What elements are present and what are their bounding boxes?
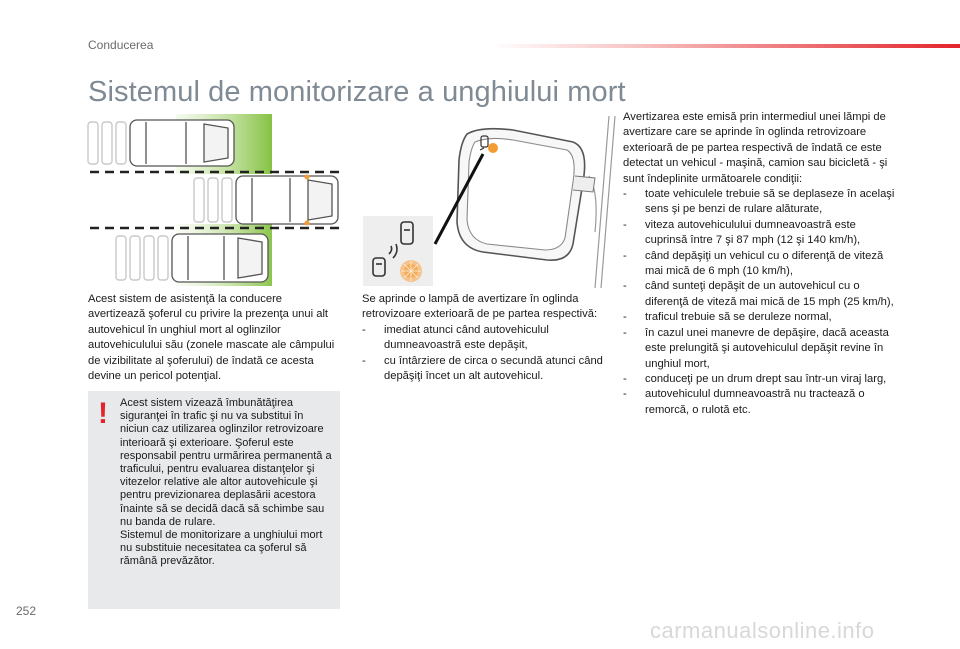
lamp-conditions-list [362, 323, 624, 385]
header-accent-line [490, 44, 960, 48]
list-item: - în cazul unei manevre de depăşire, dacă aceasta este prelungită şi autovehiculul depăşit revine în unghiul mort, [623, 326, 889, 370]
car-middle [236, 175, 338, 226]
warning-box [88, 391, 340, 609]
ghost-car-outlines-middle [194, 178, 232, 222]
page-title: Sistemul de monitorizare a unghiului mort [88, 76, 626, 108]
list-item: - când depăşiţi un vehicul cu o diferenţă de viteză mai mică de 6 mph (10 km/h), [623, 249, 884, 278]
list-item: - cu întârziere de circa o secundă atunci când depăşiţi încet un alt autovehicul. [362, 354, 603, 383]
conditions-list [623, 187, 895, 418]
list-item: - când sunteţi depăşit de un autovehicul cu o diferenţă de viteză mai mică de 15 mph (25 km/h), [623, 280, 894, 308]
list-item: - toate vehiculele trebuie să se deplaseze în acelaşi sens şi pe benzi de rulare alăturate, [623, 188, 895, 216]
conditions-intro-text: Avertizarea este emisă prin intermediul unei lămpi de avertizare care se aprinde în oglinda retrovizoare exterioară de pe partea respectivă de îndată ce este detectat un vehicul - maşină, camion sau bicicletă - şi sunt îndeplinite următoarele condiţii: [623, 111, 888, 185]
lamp-conditions-block [362, 292, 624, 384]
ghost-car-outlines-top [88, 122, 126, 164]
lamp-intro-text: Se aprinde o lampă de avertizare în oglinda retrovizoare exterioară de pe partea respectivă: [362, 293, 598, 321]
list-item: - conduceţi pe un drum drept sau într-un viraj larg, [623, 372, 887, 385]
watermark: carmanualsonline.info [650, 618, 875, 643]
list-item: - viteza autovehiculului dumneavoastră este cuprinsă între 7 şi 87 mph (12 şi 140 km/h), [623, 218, 861, 247]
intro-text: Acest sistem de asistenţă la conducere avertizează şoferul cu privire la prezenţa unui alt autovehicul în unghiul mort al oglinzilor autovehiculului său (zonele mascate ale câmpului de vizibilitate al şoferului) de îndată ce acesta devine un pericol potenţial. [88, 293, 335, 383]
car-top [130, 120, 234, 166]
section-label: Conducerea [88, 38, 154, 52]
intro-paragraph [88, 292, 340, 384]
page-number: 252 [16, 604, 37, 618]
warning-conditions-block [623, 110, 895, 418]
car-bottom [172, 234, 268, 282]
warning-exclamation-icon: ! [98, 397, 108, 430]
list-item: - autovehiculul dumneavoastră nu tractează o remorcă, o rulotă etc. [623, 388, 865, 416]
ghost-car-outlines-bottom [116, 236, 168, 280]
inset-lamp-glow-icon [400, 260, 422, 282]
warning-text: Acest sistem vizează îmbunătăţirea siguranţei în trafic şi nu va substitui în niciun caz utilizarea oglinzilor retrovizoare interioară şi exterioare. Şoferul este responsabil pentru urmărirea permanentă a traficului, pentru evaluarea distanţelor şi vitezelor relative ale altor autovehicule şi pentru previzionarea deplasării acestora înainte să se decidă dacă să schimbe sau nu banda de rulare. Sistemul de monitorizare a unghiului mort nu substituie necesitatea ca şoferul să rămână prevăzător. [120, 397, 332, 568]
blind-spot-cars-illustration [86, 112, 342, 290]
list-item: - traficul trebuie să se deruleze normal, [623, 311, 832, 324]
list-item: - imediat atunci când autovehiculul dumneavoastră este depăşit, [362, 323, 549, 352]
mirror-warning-lamp-illustration [363, 112, 621, 288]
